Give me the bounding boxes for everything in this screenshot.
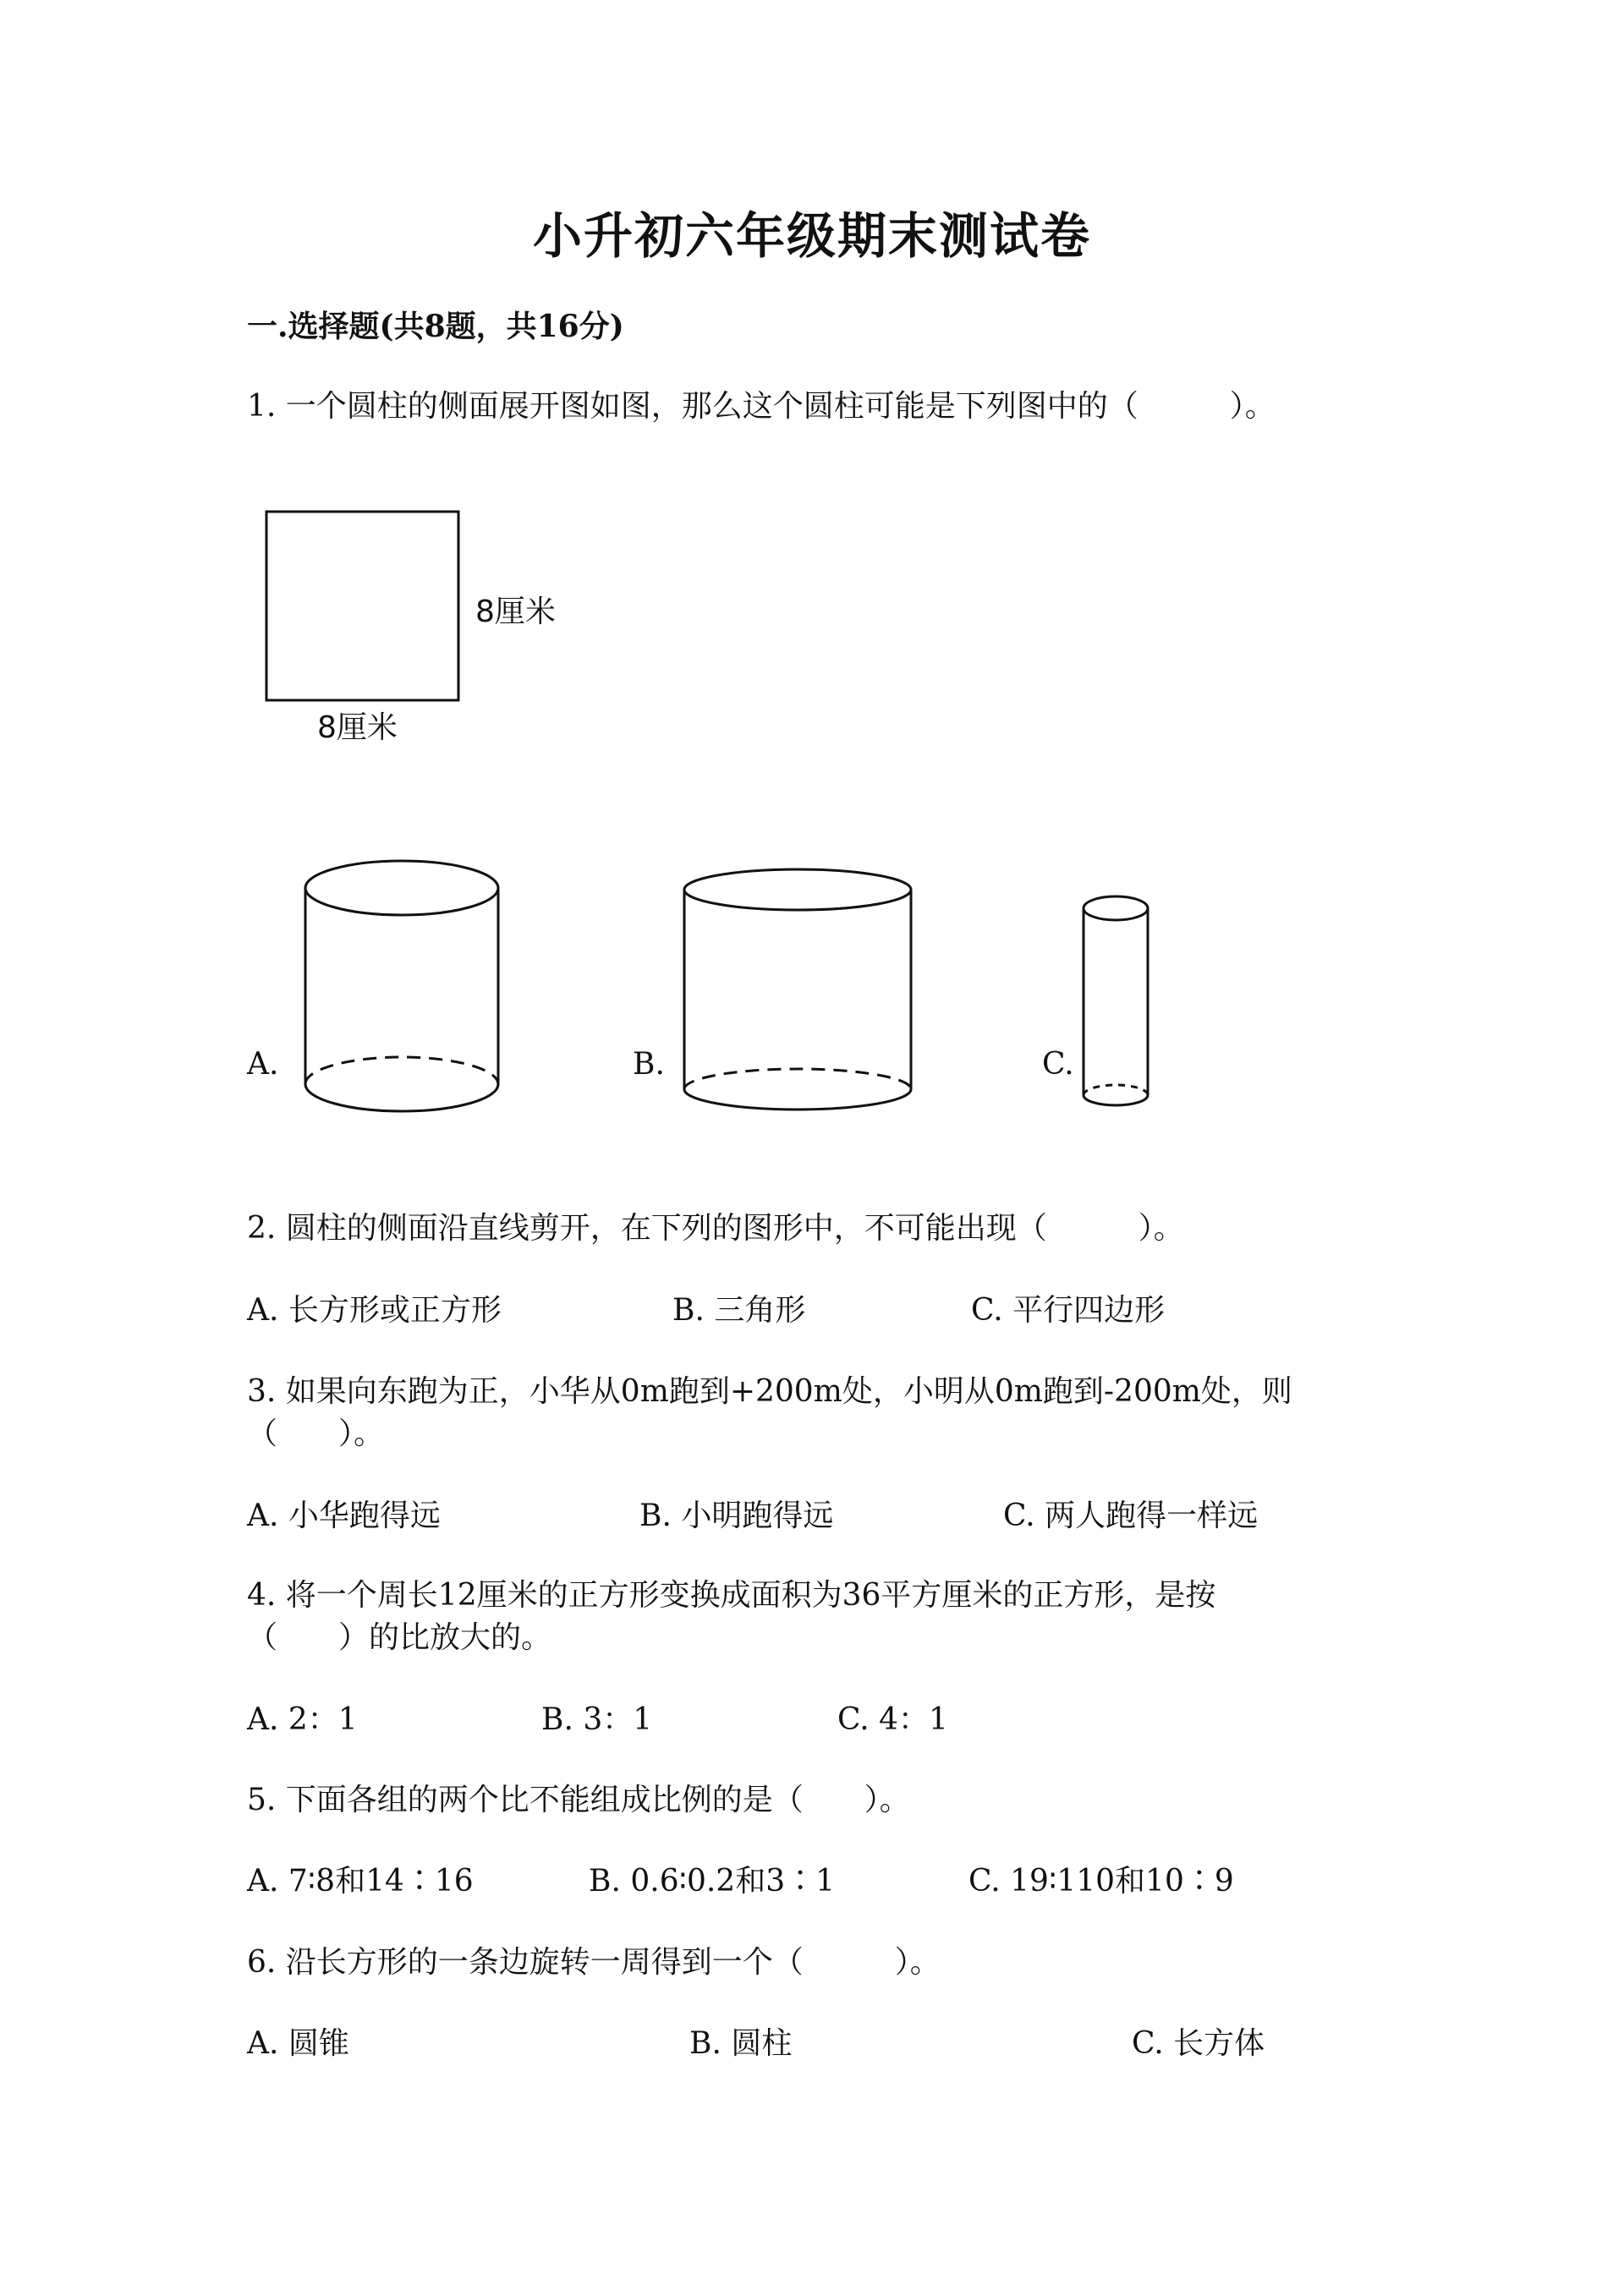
q2-option-c: C. 平行四边形 <box>971 1293 1166 1328</box>
question-2-stem: 2. 圆柱的侧面沿直线剪开，在下列的图形中，不可能出现（ ）。 <box>247 1211 1184 1246</box>
question-1-stem: 1. 一个圆柱的侧面展开图如图，那么这个圆柱可能是下列图中的（ ）。 <box>247 389 1276 424</box>
question-6-stem: 6. 沿长方形的一条边旋转一周得到一个（ ）。 <box>247 1945 941 1980</box>
cylinder-c <box>1078 888 1163 1116</box>
section-heading: 一.选择题(共8题，共16分) <box>247 309 624 344</box>
q3-option-b: B. 小明跑得远 <box>639 1499 834 1533</box>
question-4-stem-line-1: 4. 将一个周长12厘米的正方形变换成面积为36平方厘米的正方形，是按 <box>247 1578 1216 1613</box>
q4-option-a: A. 2：1 <box>247 1702 358 1737</box>
q4-option-b: B. 3：1 <box>541 1702 653 1737</box>
cylinder-label-b: B. <box>633 1047 665 1082</box>
q6-option-c: C. 长方体 <box>1132 2026 1265 2061</box>
q3-option-a: A. 小华跑得远 <box>247 1499 441 1533</box>
cylinder-a <box>296 854 508 1116</box>
q5-option-c: C. 19∶110和10∶9 <box>968 1864 1234 1899</box>
cylinder-label-c: C. <box>1042 1047 1074 1082</box>
page-title: 小升初六年级期末测试卷 <box>532 207 1091 265</box>
question-3-stem-line-1: 3. 如果向东跑为正，小华从0m跑到+200m处，小明从0m跑到-200m处，则 <box>247 1374 1292 1409</box>
q5-option-b: B. 0.6∶0.2和3∶1 <box>589 1864 836 1899</box>
q6-option-a: A. 圆锥 <box>247 2026 349 2061</box>
question-4-stem-line-2: （ ）的比放大的。 <box>247 1620 552 1655</box>
square-bottom-label: 8厘米 <box>317 710 398 745</box>
q2-option-a: A. 长方形或正方形 <box>247 1293 502 1328</box>
square-net-figure <box>254 499 575 753</box>
q4-option-c: C. 4：1 <box>837 1702 948 1737</box>
q6-option-b: B. 圆柱 <box>689 2026 793 2061</box>
square-right-label: 8厘米 <box>475 595 556 629</box>
cylinder-b <box>675 861 920 1115</box>
cylinder-label-a: A. <box>247 1047 279 1082</box>
q2-option-b: B. 三角形 <box>672 1293 806 1328</box>
q5-option-a: A. 7∶8和14∶16 <box>247 1864 474 1899</box>
q3-option-c: C. 两人跑得一样远 <box>1003 1499 1259 1533</box>
question-5-stem: 5. 下面各组的两个比不能组成比例的是（ ）。 <box>247 1783 910 1817</box>
question-3-stem-line-2: （ ）。 <box>247 1417 385 1451</box>
